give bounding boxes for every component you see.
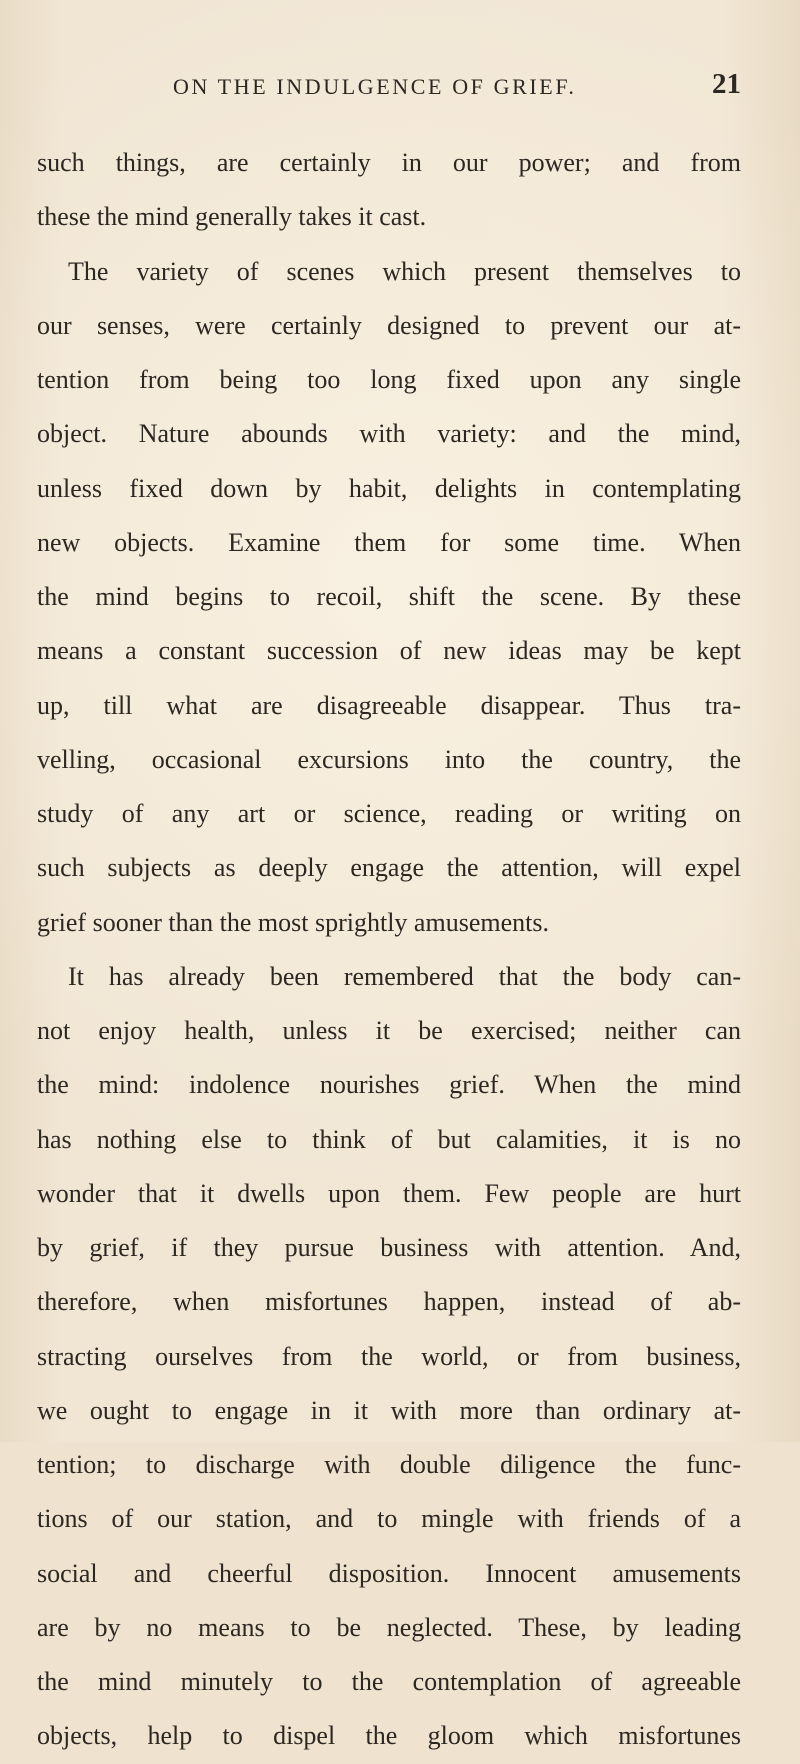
text-line: velling, occasional excursions into the country, the <box>37 744 741 774</box>
text-line: up, till what are disagreeable disappear. Thus tra- <box>37 690 741 720</box>
text-line: tention from being too long fixed upon any single <box>37 365 741 394</box>
text-line: unless fixed down by habit, delights in contemplating <box>37 473 741 503</box>
text-line: our senses, were certainly designed to prevent our at- <box>37 310 741 340</box>
text-line: means a constant succession of new ideas may be kept <box>37 636 741 666</box>
text-line: these the mind generally takes it cast. <box>37 202 427 232</box>
text-line: not enjoy health, unless it be exercised; neither can <box>37 1016 741 1045</box>
text-line: objects, help to dispel the gloom which misfortunes <box>37 1721 741 1751</box>
text-line: tions of our station, and to mingle with friends of a <box>37 1504 741 1534</box>
text-line: are by no means to be neglected. These, by leading <box>37 1612 741 1642</box>
page-header <box>173 70 741 110</box>
running-title: ON THE INDULGENCE OF GRIEF. <box>173 74 577 99</box>
text-line: stracting ourselves from the world, or from business, <box>37 1341 741 1371</box>
text-line: object. Nature abounds with variety: and the mind, <box>37 419 741 449</box>
text-line: we ought to engage in it with more than ordinary at- <box>37 1395 741 1425</box>
text-line: therefore, when misfortunes happen, instead of ab- <box>37 1287 741 1317</box>
page-number: 21 <box>712 68 741 100</box>
text-line: study of any art or science, reading or writing on <box>37 799 741 828</box>
text-line: has nothing else to think of but calamities, it is no <box>37 1124 741 1154</box>
text-line: wonder that it dwells upon them. Few people are hurt <box>37 1178 741 1208</box>
text-line: the mind: indolence nourishes grief. When the mind <box>37 1070 741 1100</box>
text-line: the mind minutely to the contemplation of agreeable <box>37 1667 741 1696</box>
text-line: grief sooner than the most sprightly amusements. <box>37 907 549 937</box>
text-line: by grief, if they pursue business with attention. And, <box>37 1233 741 1262</box>
text-line: such things, are certainly in our power; and from <box>37 148 741 177</box>
body-text <box>37 136 741 1764</box>
text-line: new objects. Examine them for some time. When <box>37 527 741 557</box>
text-line: the mind begins to recoil, shift the scene. By these <box>37 582 741 611</box>
text-line: tention; to discharge with double diligence the func- <box>37 1450 741 1479</box>
text-line: such subjects as deeply engage the attention, will expel <box>37 853 741 883</box>
text-line: The variety of scenes which present themselves to <box>68 256 741 286</box>
text-line: social and cheerful disposition. Innocent amusements <box>37 1558 741 1588</box>
text-line: It has already been remembered that the body can- <box>68 961 741 991</box>
